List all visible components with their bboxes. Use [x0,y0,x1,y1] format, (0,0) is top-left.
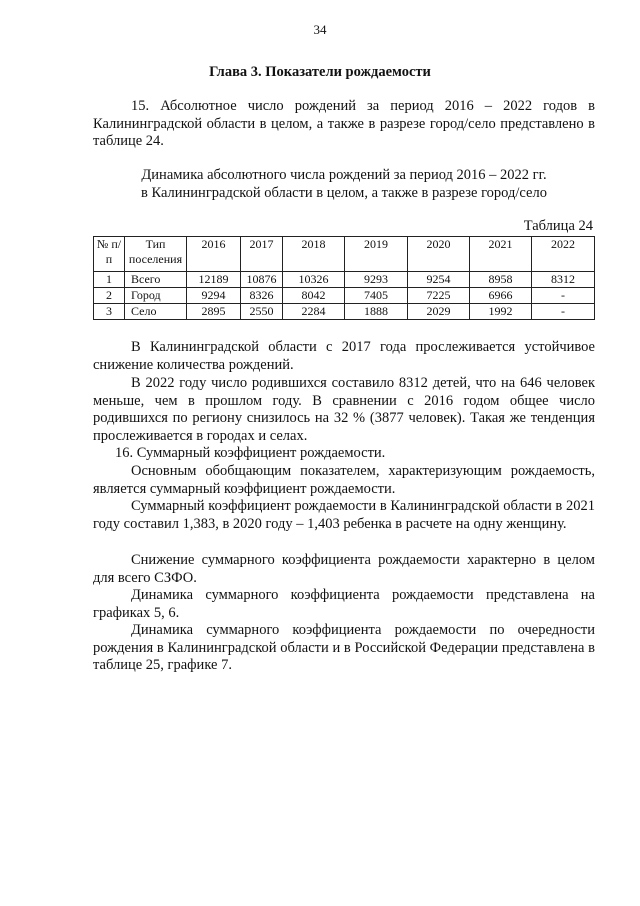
header-cell: 2020 [408,237,470,272]
table-row [94,304,595,320]
table-cell: Село [125,304,187,320]
table-row [94,272,595,288]
page-number: 34 [313,22,327,37]
table-cell: 8958 [470,272,532,288]
table-cell: 9294 [187,288,241,304]
table-caption-line-2: в Калининградской области в целом, а также в разрезе город/село [141,185,547,201]
table-cell: 2895 [187,304,241,320]
table-cell: 1 [94,272,125,288]
table-cell: 7225 [408,288,470,304]
table-cell: 9254 [408,272,470,288]
table-cell: - [532,288,595,304]
section-heading: 16. Суммарный коэффициент рождаемости. [115,445,386,461]
table-cell: 8312 [532,272,595,288]
table-row [94,288,595,304]
table-caption-line-1: Динамика абсолютного числа рождений за период 2016 – 2022 гг. [141,167,547,183]
table-cell: 9293 [345,272,408,288]
header-cell: 2018 [283,237,345,272]
body-paragraph: Снижение суммарного коэффициента рождаемости характерно в целом для всего СЗФО. [93,552,595,586]
header-cell: 2021 [470,237,532,272]
births-table [93,236,595,320]
table-cell: 7405 [345,288,408,304]
table-cell: - [532,304,595,320]
table-cell: 2284 [283,304,345,320]
intro-paragraph: 15. Абсолютное число рождений за период 2016 – 2022 годов в Калининградской области в целом, а также в разрезе город/село представлено в таблице 24. [93,98,595,150]
header-cell: 2016 [187,237,241,272]
header-cell: Тип поселения [125,237,187,272]
table-cell: 6966 [470,288,532,304]
body-paragraph: Динамика суммарного коэффициента рождаемости по очередности рождения в Калининградской области и в Российской Федерации представлена в таблице 25, графике 7. [93,622,595,674]
header-cell: № п/п [94,237,125,272]
table-cell: 10876 [241,272,283,288]
body-paragraph: Динамика суммарного коэффициента рождаемости представлена на графиках 5, 6. [93,587,595,621]
table-cell: 2 [94,288,125,304]
table-cell: 1888 [345,304,408,320]
body-paragraph: В 2022 году число родившихся составило 8312 детей, что на 646 человек меньше, чем в прошлом году. В сравнении с 2016 годом общее число родившихся по региону снизилось на 32 % (3877 человек). Такая же тенденция прослеживается в городах и селах. [93,375,595,444]
body-paragraph: Основным обобщающим показателем, характеризующим рождаемость, является суммарный коэффициент рождаемости. [93,463,595,497]
header-cell: 2017 [241,237,283,272]
table-cell: Город [125,288,187,304]
table-cell: 1992 [470,304,532,320]
table-cell: Всего [125,272,187,288]
table-header-row [94,237,595,272]
body-paragraph: Суммарный коэффициент рождаемости в Калининградской области в 2021 году составил 1,383, в 2020 году – 1,403 ребенка в расчете на одну женщину. [93,498,595,532]
table-cell: 12189 [187,272,241,288]
table-cell: 8042 [283,288,345,304]
table-label: Таблица 24 [523,218,593,234]
body-paragraph: В Калининградской области с 2017 года прослеживается устойчивое снижение количества рождений. [93,339,595,373]
table-cell: 2029 [408,304,470,320]
table-cell: 3 [94,304,125,320]
header-cell: 2022 [532,237,595,272]
table-cell: 10326 [283,272,345,288]
table-cell: 8326 [241,288,283,304]
header-cell: 2019 [345,237,408,272]
table-cell: 2550 [241,304,283,320]
chapter-title: Глава 3. Показатели рождаемости [209,64,431,80]
